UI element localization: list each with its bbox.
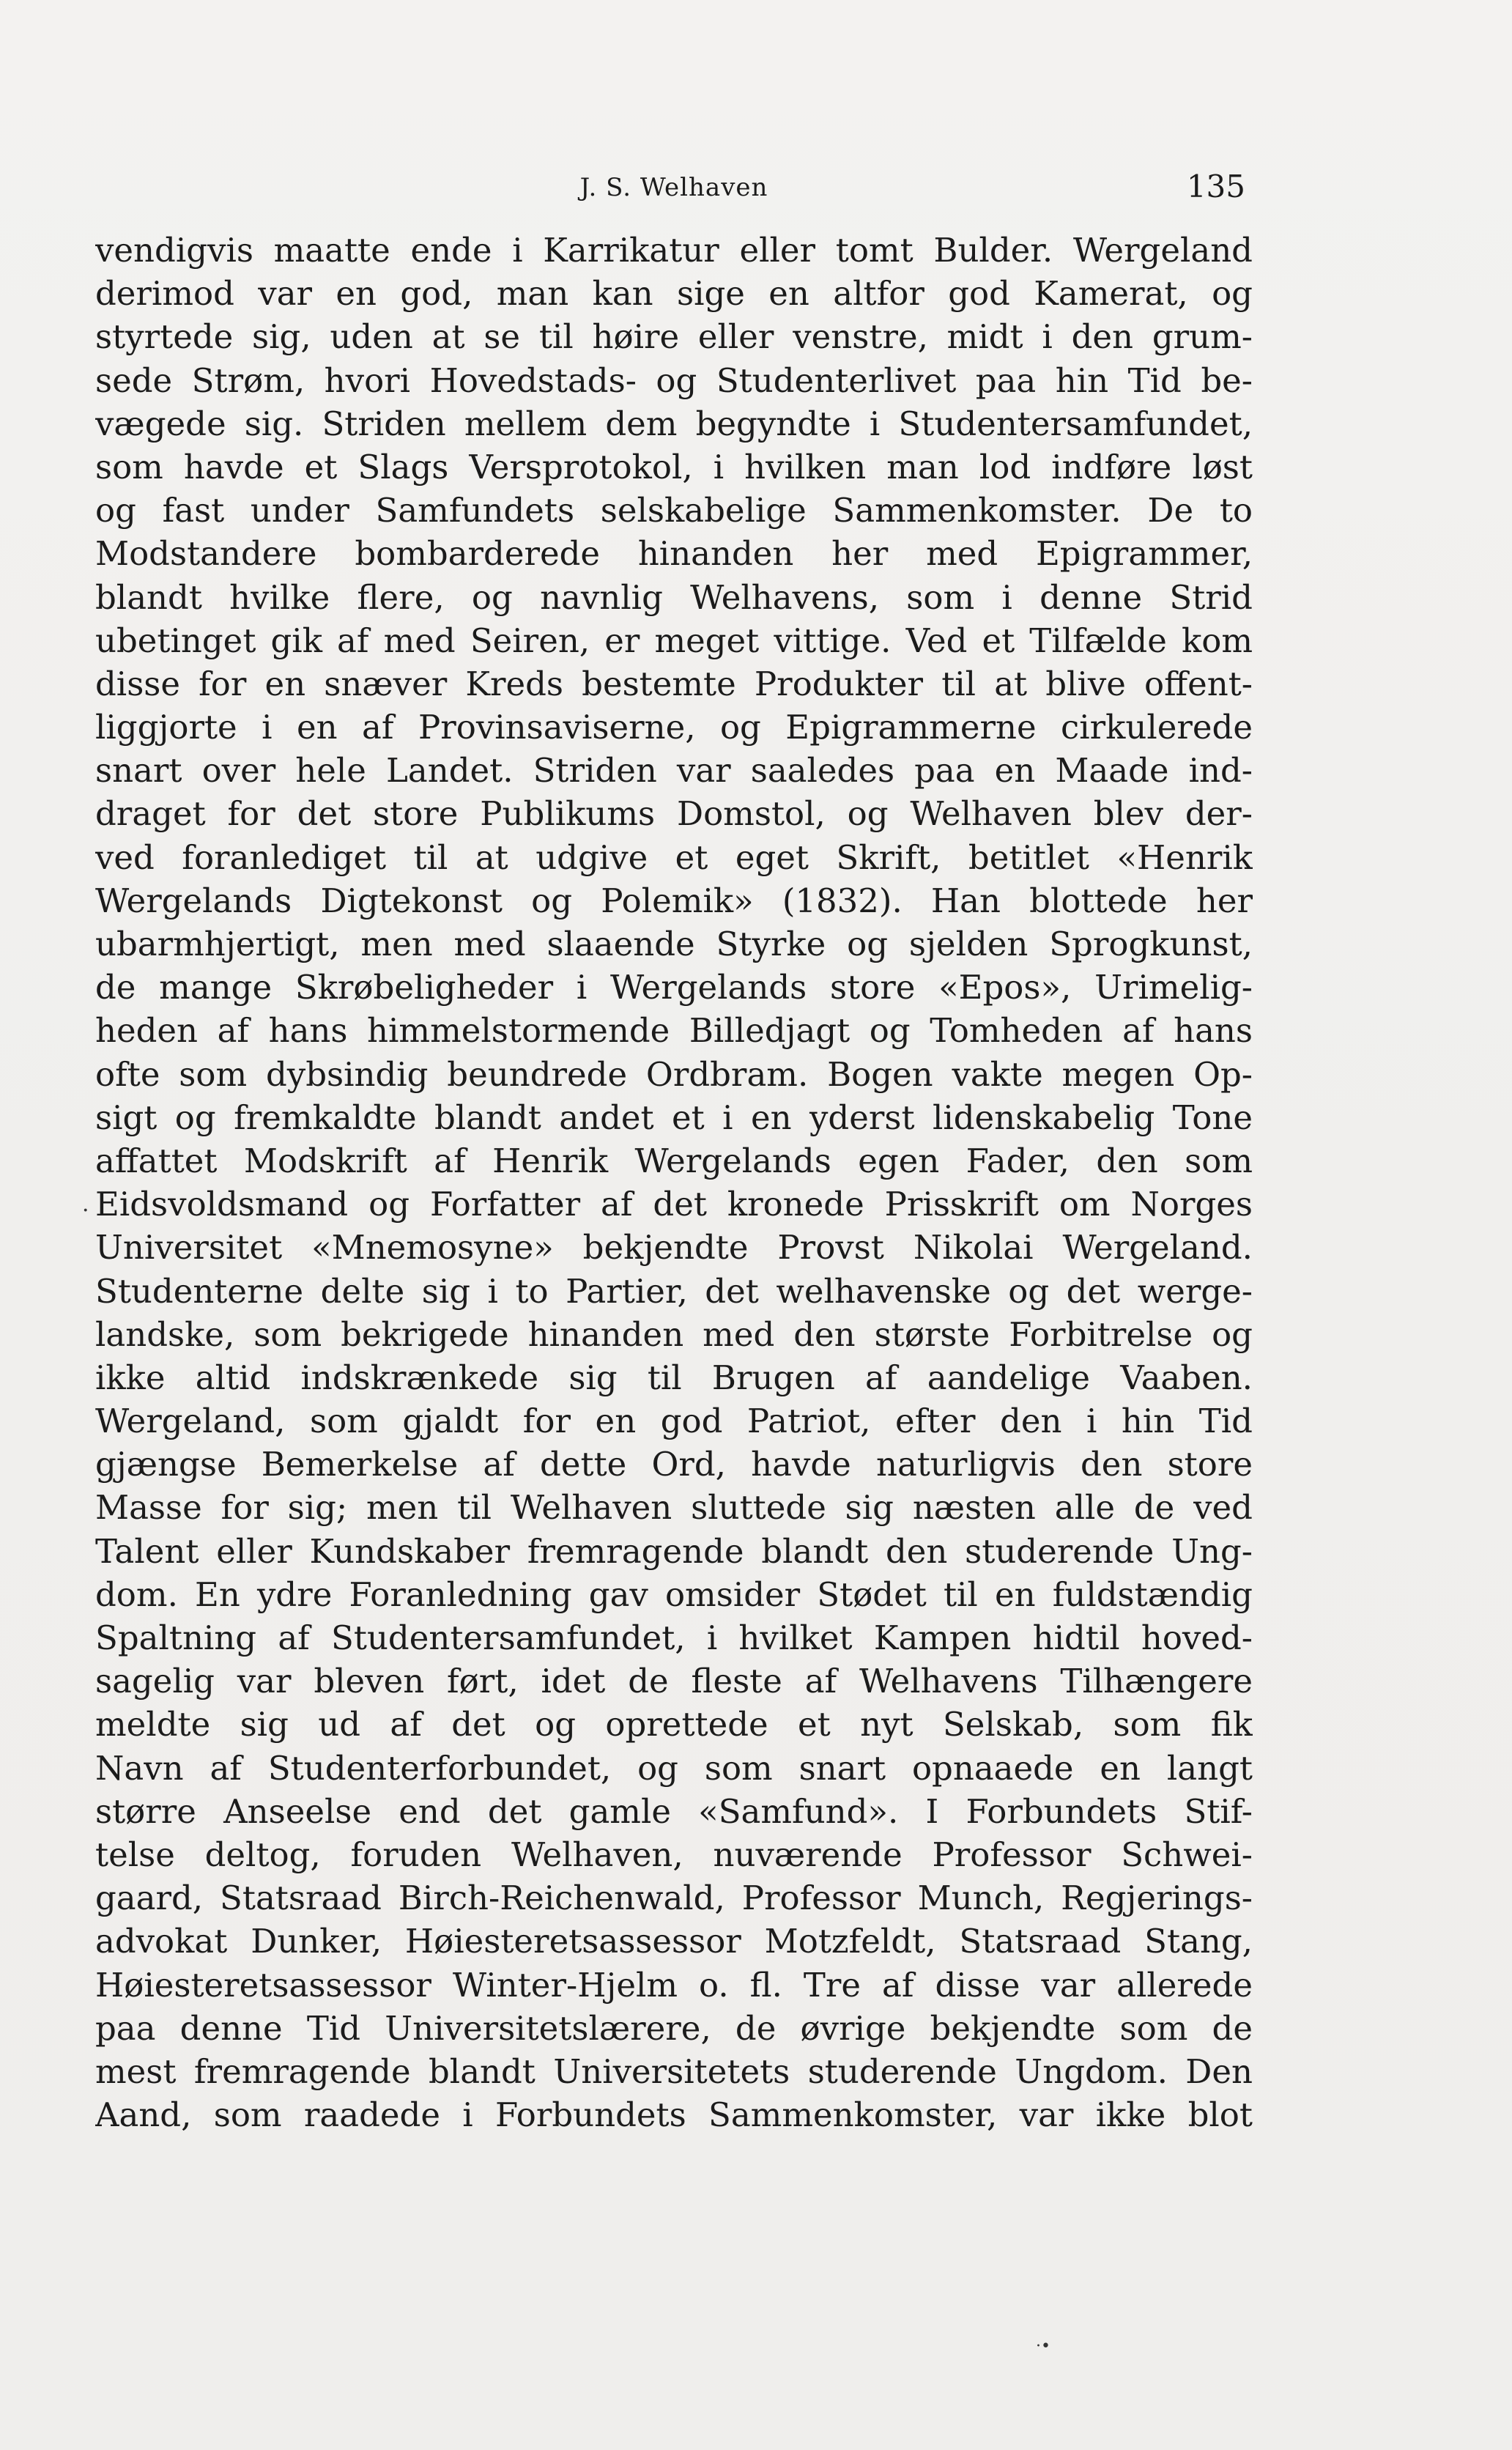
text-line: ubetinget gik af med Seiren, er meget vittige. Ved et Tilfælde kom (95, 621, 1253, 660)
text-line: vægede sig. Striden mellem dem begyndte i Studentersamfundet, (95, 404, 1253, 443)
text-line: sigt og fremkaldte blandt andet et i en yderst lidenskabelig Tone (95, 1098, 1253, 1137)
text-line: gjængse Bemerkelse af dette Ord, havde naturligvis den store (95, 1445, 1253, 1484)
body-text (95, 229, 1253, 2136)
text-line: Universitet «Mnemosyne» bekjendte Provst Nikolai Wergeland. (95, 1228, 1253, 1267)
text-line: som havde et Slags Versprotokol, i hvilken man lod indføre løst (95, 447, 1253, 486)
text-line: blandt hvilke flere, og navnlig Welhavens, som i denne Strid (95, 577, 1253, 617)
text-line: paa denne Tid Universitetslærere, de øvrige bekjendte som de (95, 2008, 1253, 2048)
text-line: ubarmhjertigt, men med slaaende Styrke og sjelden Sprogkunst, (95, 925, 1253, 963)
text-line: heden af hans himmelstormende Billedjagt og Tomheden af hans (95, 1011, 1253, 1051)
text-line: gaard, Statsraad Birch-Reichenwald, Professor Munch, Regjerings- (95, 1879, 1253, 1918)
text-line: Wergeland, som gjaldt for en god Patriot, efter den i hin Tid (95, 1402, 1253, 1441)
text-line: vendigvis maatte ende i Karrikatur eller tomt Bulder. Wergeland (95, 231, 1253, 270)
text-line: liggjorte i en af Provinsaviserne, og Epigrammerne cirkulerede (95, 708, 1253, 747)
text-line: Aand, som raadede i Forbundets Sammenkomster, var ikke blot (95, 2095, 1253, 2135)
margin-dot-mark: · (82, 1198, 89, 1224)
text-line: Wergelands Digtekonst og Polemik» (1832). Han blottede her (95, 881, 1253, 920)
text-line: og fast under Samfundets selskabelige Sammenkomster. De to (95, 491, 1253, 530)
text-line: Talent eller Kundskaber fremragende blandt den studerende Ung- (95, 1531, 1253, 1571)
text-line: de mange Skrøbeligheder i Wergelands store «Epos», Urimelig- (95, 968, 1253, 1007)
running-title: J. S. Welhaven (579, 173, 768, 202)
text-line: draget for det store Publikums Domstol, og Welhaven blev der- (95, 794, 1253, 834)
text-line: meldte sig ud af det og oprettede et nyt Selskab, som fik (95, 1705, 1253, 1744)
text-line: affattet Modskrift af Henrik Wergelands egen Fader, den som (95, 1141, 1253, 1180)
text-line: Navn af Studenterforbundet, og som snart opnaaede en langt (95, 1748, 1253, 1788)
text-line: ofte som dybsindig beundrede Ordbram. Bogen vakte megen Op- (95, 1054, 1253, 1094)
text-line: styrtede sig, uden at se til høire eller venstre, midt i den grum- (95, 317, 1253, 357)
text-line: Høiesteretsassessor Winter-Hjelm o. fl. Tre af disse var allerede (95, 1965, 1253, 2005)
text-line: ikke altid indskrænkede sig til Brugen af aandelige Vaaben. (95, 1358, 1253, 1397)
text-line: dom. En ydre Foranledning gav omsider Stødet til en fuldstændig (95, 1574, 1253, 1614)
text-line: derimod var en god, man kan sige en altfor god Kamerat, og (95, 274, 1253, 314)
text-line: Modstandere bombarderede hinanden her med Epigrammer, (95, 534, 1253, 574)
text-line: større Anseelse end det gamle «Samfund». I Forbundets Stif- (95, 1791, 1253, 1831)
running-head (95, 169, 1253, 212)
text-line: sagelig var bleven ført, idet de fleste af Welhavens Tilhængere (95, 1662, 1253, 1701)
text-line: mest fremragende blandt Universitetets studerende Ungdom. Den (95, 2051, 1253, 2091)
text-line: Masse for sig; men til Welhaven sluttede sig næsten alle de ved (95, 1488, 1253, 1528)
text-line: Eidsvoldsmand og Forfatter af det kronede Prisskrift om Norges (95, 1185, 1253, 1224)
text-line: snart over hele Landet. Striden var saaledes paa en Maade ind- (95, 751, 1253, 791)
speck-mark: ·• (1036, 2337, 1050, 2355)
text-line: Spaltning af Studentersamfundet, i hvilket Kampen hidtil hoved- (95, 1618, 1253, 1657)
text-line: landske, som bekrigede hinanden med den største Forbitrelse og (95, 1314, 1253, 1354)
page-number: 135 (1186, 169, 1245, 204)
text-line: Studenterne delte sig i to Partier, det welhavenske og det werge- (95, 1271, 1253, 1311)
text-line: telse deltog, foruden Welhaven, nuværende Professor Schwei- (95, 1835, 1253, 1874)
text-line: advokat Dunker, Høiesteretsassessor Motzfeldt, Statsraad Stang, (95, 1922, 1253, 1961)
text-line: ved foranlediget til at udgive et eget Skrift, betitlet «Henrik (95, 837, 1253, 877)
text-line: sede Strøm, hvori Hovedstads- og Studenterlivet paa hin Tid be- (95, 360, 1253, 400)
text-line: disse for en snæver Kreds bestemte Produkter til at blive offent- (95, 664, 1253, 703)
